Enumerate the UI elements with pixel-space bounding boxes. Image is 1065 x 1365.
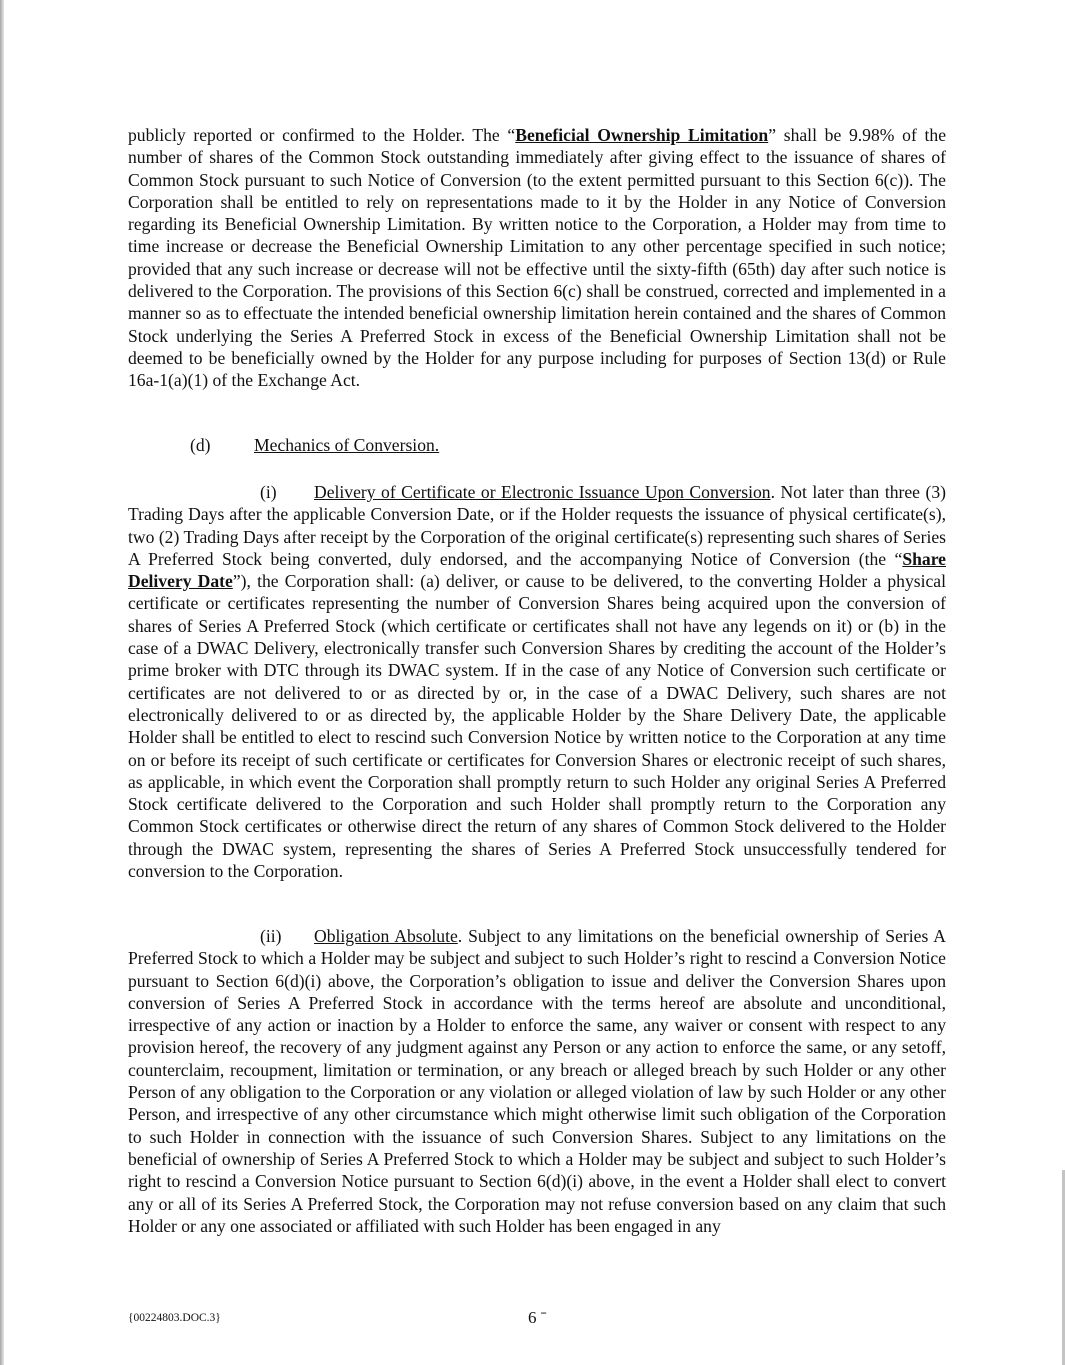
section-title-mechanics-of-conversion: Mechanics of Conversion. xyxy=(254,435,440,455)
subsection-title-delivery: Delivery of Certificate or Electronic Issuance Upon Conversion xyxy=(314,482,771,502)
defined-term-share-delivery-date: Share Delivery Date xyxy=(128,548,946,592)
section-label-d: (d) xyxy=(190,435,211,455)
paragraph-text: publicly reported or confirmed to the Holder. The “ xyxy=(128,125,516,145)
paragraph-text: . Not later than three (3) Trading Days after the applicable Conversion Date, or if the Holder requests the issuance of physical certificate(s), two (2) Trading Days after receipt by the Corporation of the original certificate(s) representing such shares of Series A Preferred Stock being converted, duly endorsed, and the accompanying Notice of Conversion (the “ xyxy=(128,482,946,569)
footer-document-id: {00224803.DOC.3} xyxy=(128,1312,221,1324)
section-heading-d xyxy=(190,434,439,456)
scan-edge-shadow xyxy=(0,0,4,1365)
subsection-label-i: (i) xyxy=(260,482,277,502)
paragraph-text: ”), the Corporation shall: (a) deliver, or cause to be delivered, to the converting Holder a physical certificate or certificates representing the number of Conversion Shares being acquired upon the conversion of shares of Series A Preferred Stock (which certificate or certificates shall not have any legends on it) or (b) in the case of a DWAC Delivery, electronically transfer such Conversion Shares by crediting the account of the Holder’s prime broker with DTC through its DWAC system. If in the case of any Notice of Conversion such certificate or certificates are not delivered to or as directed by or, in the case of a DWAC Delivery, such shares are not electronically delivered to or as directed by, the applicable Holder by the Share Delivery Date, the applicable Holder shall be entitled to elect to rescind such Conversion Notice by written notice to the Corporation at any time on or before its receipt of such certificate or certificates for Conversion Shares or electronic receipt of such shares, as applicable, in which event the Corporation shall promptly return to such Holder any original Series A Preferred Stock certificate delivered to the Corporation and such Holder shall promptly return to the Corporation any Common Stock certificates or otherwise direct the return of any shares of Common Stock delivered to the Holder through the DWAC system, representing the shares of Series A Preferred Stock unsuccessfully tendered for conversion to the Corporation. xyxy=(128,571,946,882)
subsection-title-obligation-absolute: Obligation Absolute xyxy=(314,926,458,946)
paragraph-beneficial-ownership xyxy=(128,124,946,392)
paragraph-text: . Subject to any limitations on the beneficial ownership of Series A Preferred Stock to which a Holder may be subject and subject to such Holder’s right to rescind a Conversion Notice pursuant to Section 6(d)(i) above, the Corporation’s obligation to issue and deliver the Conversion Shares upon conversion of Series A Preferred Stock in accordance with the terms hereof are absolute and unconditional, irrespective of any action or inaction by a Holder to enforce the same, any waiver or consent with respect to any provision hereof, the recovery of any judgment against any Person or any action to enforce the same, or any setoff, counterclaim, recoupment, limitation or termination, or any breach or alleged breach by such Holder or any other Person of any obligation to the Corporation or any violation or alleged violation of law by such Holder or any other Person, and irrespective of any other circumstance which might otherwise limit such obligation of the Corporation to such Holder in connection with the issuance of such Conversion Shares. Subject to any limitations on the beneficial of ownership of Series A Preferred Stock to which a Holder may be subject and subject to such Holder’s right to rescind a Conversion Notice pursuant to Section 6(d)(i) above, in the event a Holder shall elect to convert any or all of its Series A Preferred Stock, the Corporation may not refuse conversion based on any claim that such Holder or any one associated or affiliated with such Holder has been engaged in any xyxy=(128,926,946,1236)
paragraph-text: ” shall be 9.98% of the number of shares of the Common Stock outstanding immediately after giving effect to the issuance of shares of Common Stock pursuant to such Notice of Conversion (to the extent permitted pursuant to this Section 6(c)). The Corporation shall be entitled to rely on representations made to it by the Holder in any Notice of Conversion regarding its Beneficial Ownership Limitation. By written notice to the Corporation, a Holder may from time to time increase or decrease the Beneficial Ownership Limitation to any other percentage specified in such notice; provided that any such increase or decrease will not be effective until the sixty-fifth (65th) day after such notice is delivered to the Corporation. The provisions of this Section 6(c) shall be construed, corrected and implemented in a manner so as to effectuate the intended beneficial ownership limitation herein contained and the shares of Common Stock underlying the Series A Preferred Stock in excess of the Beneficial Ownership Limitation shall not be deemed to be beneficially owned by the Holder for any purpose including for purposes of Section 13(d) or Rule 16a-1(a)(1) of the Exchange Act. xyxy=(128,125,947,391)
paragraph-obligation-absolute xyxy=(128,925,946,1237)
paragraph-delivery-of-certificate xyxy=(128,481,946,882)
subsection-label-ii: (ii) xyxy=(260,926,282,946)
defined-term-beneficial-ownership-limitation: Beneficial Ownership Limitation xyxy=(515,125,769,145)
footer-page-number: 6 ˉ xyxy=(528,1308,547,1327)
